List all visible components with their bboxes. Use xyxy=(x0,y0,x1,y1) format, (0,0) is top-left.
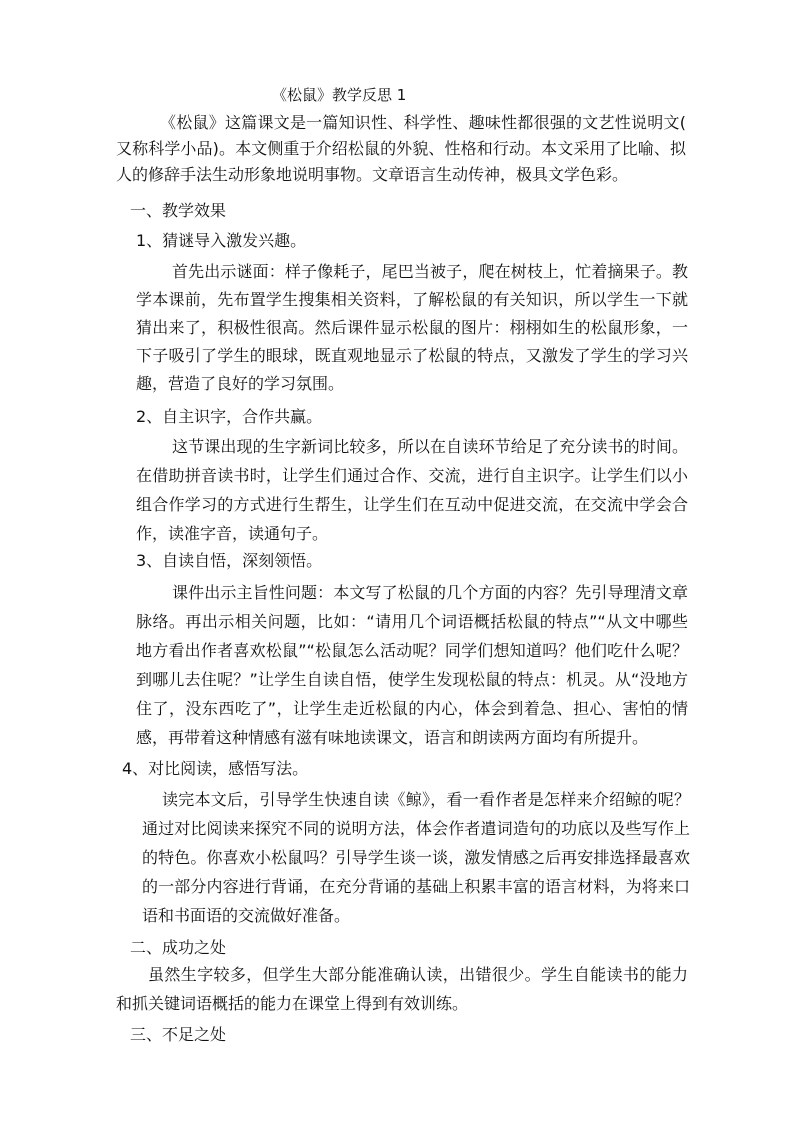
subsection-paragraph-1: 首先出示谜面：样子像耗子，尾巴当被子，爬在树枝上，忙着摘果子。教学本课前，先布置学生搜集相关资料，了解松鼠的有关知识，所以学生一下就猜出来了，积极性很高。然后课件显示松鼠的图片：栩栩如生的松鼠形象，一下子吸引了学生的眼球，既直观地显示了松鼠的特点，又激发了学生的学习兴趣，营造了良好的学习氛围。 xyxy=(136,262,688,393)
subsection-heading-4: 4、对比阅读，感悟写法。 xyxy=(122,759,309,778)
section-heading-shortcomings: 三、不足之处 xyxy=(130,1025,227,1044)
subsection-heading-2: 2、自主识字，合作共赢。 xyxy=(136,407,323,426)
subsection-paragraph-3: 课件出示主旨性问题：本文写了松鼠的几个方面的内容？先引导理清文章脉络。再出示相关问题，比如：“请用几个词语概括松鼠的特点”“从文中哪些地方看出作者喜欢松鼠”“松鼠怎么活动呢？同学们想知道吗？他们吃什么呢？到哪儿去住呢？”让学生自读自悟，使学生发现松鼠的特点：机灵。从“没地方住了，没东西吃了”，让学生走近松鼠的内心，体会到着急、担心、害怕的情感，再带着这种情感有滋有味地读课文，语言和朗读两方面均有所提升。 xyxy=(136,583,688,747)
section-heading-teaching-effect: 一、教学效果 xyxy=(130,201,227,220)
success-paragraph: 虽然生字较多，但学生大部分能准确认读，出错很少。学生自能读书的能力和抓关键词语概括的能力在课堂上得到有效训练。 xyxy=(116,965,688,1013)
section-heading-success: 二、成功之处 xyxy=(130,938,227,957)
document-title: 《松鼠》教学反思 1 xyxy=(272,86,407,104)
subsection-paragraph-4: 读完本文后，引导学生快速自读《鲸》，看一看作者是怎样来介绍鲸的呢？通过对比阅读来探究不同的说明方法，体会作者遣词造句的功底以及些写作上的特色。你喜欢小松鼠吗？引导学生谈一谈，激发情感之后再安排选择最喜欢的一部分内容进行背诵，在充分背诵的基础上积累丰富的语言材料，为将来口语和书面语的交流做好准备。 xyxy=(142,790,690,925)
subsection-paragraph-2: 这节课出现的生字新词比较多，所以在自读环节给足了充分读书的时间。在借助拼音读书时，让学生们通过合作、交流，进行自主识字。让学生们以小组合作学习的方式进行生帮生，让学生们在互动中促进交流，在交流中学会合作，读准字音，读通句子。 xyxy=(136,437,688,543)
subsection-heading-1: 1、猜谜导入激发兴趣。 xyxy=(136,231,307,250)
intro-paragraph: 《松鼠》这篇课文是一篇知识性、科学性、趣味性都很强的文艺性说明文(又称科学小品)。本文侧重于介绍松鼠的外貌、性格和行动。本文采用了比喻、拟人的修辞手法生动形象地说明事物。文章语言生动传神，极具文学色彩。 xyxy=(116,113,686,184)
subsection-heading-3: 3、自读自悟，深刻领悟。 xyxy=(136,551,323,570)
